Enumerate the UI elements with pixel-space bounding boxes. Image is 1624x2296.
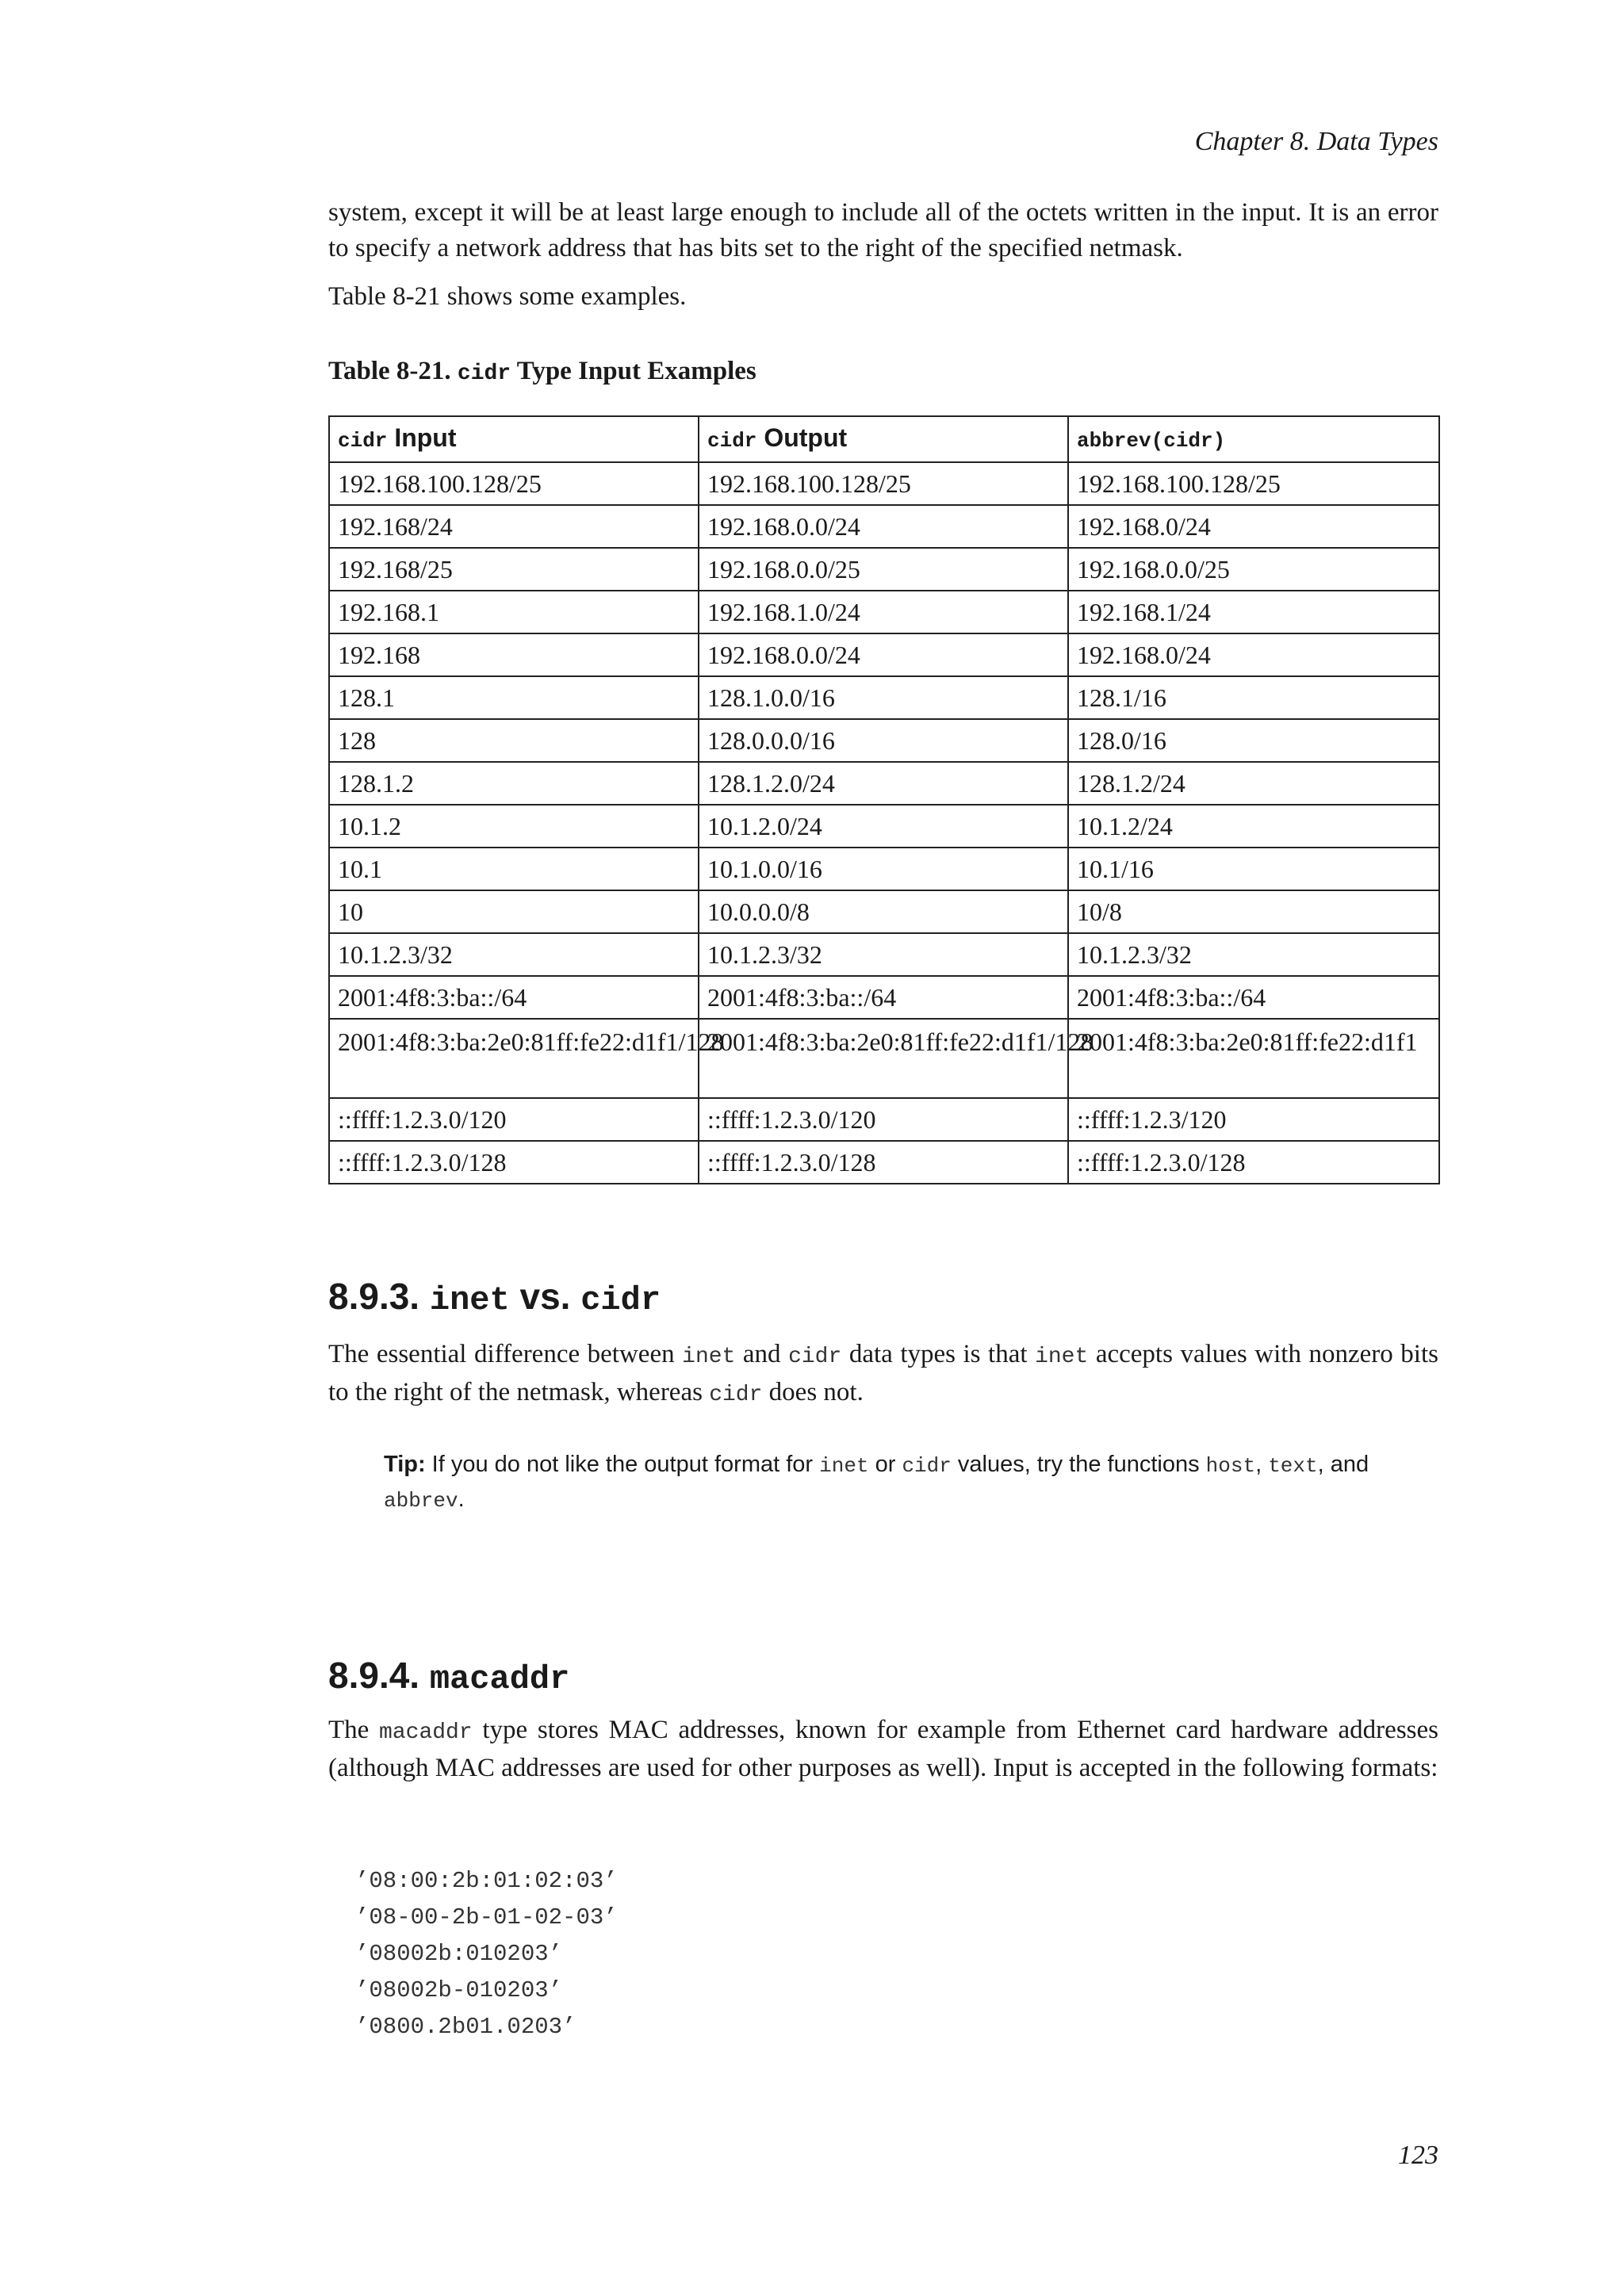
table-cell: 192.168.0.0/25	[1068, 548, 1439, 591]
table-cell: 192.168.0/24	[1068, 505, 1439, 548]
table-cell: 192.168.1	[329, 591, 699, 633]
table-row	[329, 1141, 1439, 1184]
running-header: Chapter 8. Data Types	[1194, 127, 1438, 156]
table-row	[329, 805, 1439, 848]
table-row	[329, 591, 1439, 633]
table-cell: 128.1.2.0/24	[699, 762, 1068, 805]
table-cell: ::ffff:1.2.3.0/120	[329, 1098, 699, 1141]
section-heading-8-9-4	[328, 1654, 569, 1698]
cidr-examples-table	[328, 415, 1440, 1184]
table-row	[329, 848, 1439, 890]
table-cell: 2001:4f8:3:ba:2e0:81ff:fe22:d1f1	[1068, 1019, 1439, 1098]
table-cell: ::ffff:1.2.3.0/128	[699, 1141, 1068, 1184]
table-cell: 10.1.2	[329, 805, 699, 848]
code-line: ’08:00:2b:01:02:03’	[355, 1868, 618, 1894]
table-caption-code: cidr	[457, 362, 511, 386]
table-row	[329, 462, 1439, 505]
table-cell: ::ffff:1.2.3.0/128	[329, 1141, 699, 1184]
table-row	[329, 1019, 1439, 1098]
macaddr-format-examples	[355, 1863, 618, 2045]
code-line: ’08-00-2b-01-02-03’	[355, 1904, 618, 1931]
table-cell: ::ffff:1.2.3.0/128	[1068, 1141, 1439, 1184]
table-cell: 192.168.0/24	[1068, 633, 1439, 676]
table-cell: 10.1.0.0/16	[699, 848, 1068, 890]
inet-cidr-paragraph: The essential difference between inet and cidr data types is that inet accepts values with nonzero bits to the right of the netmask, whereas cidr does not.	[328, 1340, 1438, 1407]
table-cell: ::ffff:1.2.3.0/120	[699, 1098, 1068, 1141]
table-cell: ::ffff:1.2.3/120	[1068, 1098, 1439, 1141]
table-cell: 10.1.2.3/32	[699, 933, 1068, 976]
section-number: 8.9.4.	[328, 1655, 420, 1696]
table-row	[329, 762, 1439, 805]
column-header-output: cidr Output	[699, 416, 1068, 462]
intro-text	[328, 195, 1438, 315]
table-cell: 128.0/16	[1068, 719, 1439, 762]
table-cell: 192.168.1/24	[1068, 591, 1439, 633]
table-cell: 192.168.1.0/24	[699, 591, 1068, 633]
table-cell: 10.1.2/24	[1068, 805, 1439, 848]
table-row	[329, 548, 1439, 591]
table-cell: 128.1/16	[1068, 676, 1439, 719]
table-cell: 2001:4f8:3:ba::/64	[1068, 976, 1439, 1019]
section-code: macaddr	[429, 1660, 570, 1698]
table-row	[329, 505, 1439, 548]
table-cell: 192.168.100.128/25	[1068, 462, 1439, 505]
table-reference-paragraph: Table 8-21 shows some examples.	[328, 282, 687, 311]
table-row	[329, 676, 1439, 719]
column-header-abbrev: abbrev(cidr)	[1068, 416, 1439, 462]
table-cell: 10.1.2.0/24	[699, 805, 1068, 848]
section-code: cidr	[580, 1281, 661, 1319]
table-cell: 2001:4f8:3:ba::/64	[699, 976, 1068, 1019]
table-cell: 192.168.0.0/24	[699, 505, 1068, 548]
table-cell: 192.168/24	[329, 505, 699, 548]
table-row	[329, 1098, 1439, 1141]
table-cell: 128.1	[329, 676, 699, 719]
table-cell: 10	[329, 890, 699, 933]
table-cell: 10.0.0.0/8	[699, 890, 1068, 933]
table-cell: 128.1.2	[329, 762, 699, 805]
table-row	[329, 933, 1439, 976]
table-cell: 128.1.2/24	[1068, 762, 1439, 805]
table-cell: 128.1.0.0/16	[699, 676, 1068, 719]
table-cell: 192.168.0.0/25	[699, 548, 1068, 591]
column-header-input: cidr Input	[329, 416, 699, 462]
code-line: ’08002b:010203’	[355, 1941, 563, 1967]
tip-note: Tip: If you do not like the output format for inet or cidr values, try the functions host, text, and abbrev.	[384, 1452, 1369, 1513]
table-cell: 2001:4f8:3:ba:2e0:81ff:fe22:d1f1/128	[699, 1019, 1068, 1098]
intro-paragraph: system, except it will be at least large enough to include all of the octets written in the input. It is an error to specify a network address that has bits set to the right of the specified netmask.	[328, 198, 1438, 262]
table-cell: 192.168.100.128/25	[329, 462, 699, 505]
table-row	[329, 976, 1439, 1019]
code-line: ’0800.2b01.0203’	[355, 2014, 576, 2040]
code-line: ’08002b-010203’	[355, 1977, 563, 2003]
macaddr-paragraph: The macaddr type stores MAC addresses, known for example from Ethernet card hardware addresses (although MAC addresses are used for other purposes as well). Input is accepted in the following formats:	[328, 1716, 1438, 1782]
table-cell: 10.1.2.3/32	[329, 933, 699, 976]
section-code: inet	[429, 1281, 510, 1319]
table-caption-suffix: Type Input Examples	[516, 357, 756, 385]
section-number: 8.9.3.	[328, 1276, 420, 1317]
table-cell: 192.168.0.0/24	[699, 633, 1068, 676]
section-heading-8-9-3	[328, 1275, 661, 1319]
table-header-row	[329, 416, 1439, 462]
table-cell: 10/8	[1068, 890, 1439, 933]
table-cell: 192.168	[329, 633, 699, 676]
table-cell: 10.1	[329, 848, 699, 890]
table-caption-prefix: Table 8-21.	[328, 357, 451, 385]
table-cell: 10.1/16	[1068, 848, 1439, 890]
tip-label: Tip:	[384, 1452, 426, 1477]
table-cell: 128.0.0.0/16	[699, 719, 1068, 762]
page-number: 123	[1398, 2141, 1438, 2170]
table-cell: 10.1.2.3/32	[1068, 933, 1439, 976]
table-row	[329, 890, 1439, 933]
table-row	[329, 633, 1439, 676]
table-cell: 128	[329, 719, 699, 762]
section-vs: vs.	[519, 1276, 571, 1317]
table-cell: 2001:4f8:3:ba:2e0:81ff:fe22:d1f1/128	[329, 1019, 699, 1098]
table-cell: 192.168.100.128/25	[699, 462, 1068, 505]
table-row	[329, 719, 1439, 762]
table-cell: 2001:4f8:3:ba::/64	[329, 976, 699, 1019]
table-cell: 192.168/25	[329, 548, 699, 591]
table-caption	[328, 357, 756, 386]
